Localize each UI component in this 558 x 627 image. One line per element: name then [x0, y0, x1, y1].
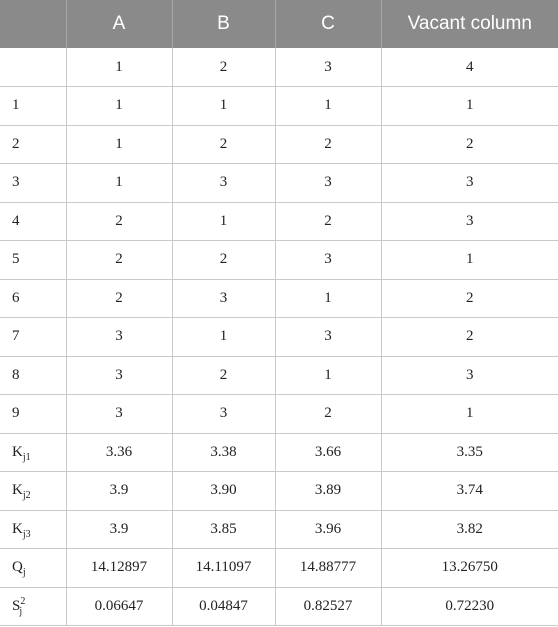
table-row	[0, 202, 558, 241]
table-cell: 2	[172, 125, 275, 164]
table-cell: 3	[66, 395, 172, 434]
table-row	[0, 279, 558, 318]
stat-value-cell: 13.26750	[381, 549, 558, 588]
row-label-cell: 7	[0, 318, 66, 357]
stat-value-cell: 14.88777	[275, 549, 381, 588]
table-cell: 3	[381, 356, 558, 395]
stat-label-subscript: j1	[22, 451, 31, 463]
table-cell: 3	[381, 202, 558, 241]
stat-row	[0, 587, 558, 626]
table-row	[0, 164, 558, 203]
table-row	[0, 241, 558, 280]
table-cell: 3	[172, 164, 275, 203]
table-cell: 1	[66, 48, 172, 87]
stat-row	[0, 549, 558, 588]
stat-value-cell: 3.38	[172, 433, 275, 472]
row-label-cell: 3	[0, 164, 66, 203]
table-cell: 2	[275, 202, 381, 241]
stat-label-subscript: j2	[22, 490, 31, 502]
table-cell: 1	[275, 87, 381, 126]
stat-label-superscript: 2	[20, 595, 26, 607]
stat-row	[0, 472, 558, 511]
stat-value-cell: 3.90	[172, 472, 275, 511]
table-cell: 1	[66, 87, 172, 126]
stat-label-cell	[0, 510, 66, 549]
row-label-cell: 8	[0, 356, 66, 395]
table-cell: 1	[381, 395, 558, 434]
table-row	[0, 87, 558, 126]
table-cell: 2	[66, 202, 172, 241]
table-cell: 2	[172, 48, 275, 87]
table-cell: 1	[66, 164, 172, 203]
table-cell: 1	[381, 87, 558, 126]
table-row	[0, 395, 558, 434]
table-cell: 3	[275, 241, 381, 280]
stat-row	[0, 433, 558, 472]
stat-value-cell: 0.06647	[66, 587, 172, 626]
table-cell: 2	[381, 318, 558, 357]
table-cell: 1	[172, 87, 275, 126]
stat-value-cell: 14.12897	[66, 549, 172, 588]
table-cell: 2	[275, 125, 381, 164]
table-cell: 3	[66, 318, 172, 357]
table-cell: 1	[275, 356, 381, 395]
table-cell: 3	[66, 356, 172, 395]
stat-label-base: K	[12, 520, 23, 537]
table-row	[0, 356, 558, 395]
stat-value-cell: 3.82	[381, 510, 558, 549]
stat-value-cell: 0.04847	[172, 587, 275, 626]
row-label-cell: 6	[0, 279, 66, 318]
header-factor-c: C	[275, 0, 381, 48]
stat-value-cell: 3.85	[172, 510, 275, 549]
table-cell: 2	[66, 279, 172, 318]
stat-value-cell: 3.9	[66, 472, 172, 511]
table-cell: 1	[275, 279, 381, 318]
table-cell: 1	[66, 125, 172, 164]
stat-value-cell: 14.11097	[172, 549, 275, 588]
header-corner	[0, 0, 66, 48]
stat-row	[0, 510, 558, 549]
stat-label-subscript: j	[19, 605, 23, 617]
stat-value-cell: 3.96	[275, 510, 381, 549]
table-cell: 2	[275, 395, 381, 434]
column-index-row	[0, 48, 558, 87]
stat-label-base: Q	[12, 559, 23, 576]
header-factor-a: A	[66, 0, 172, 48]
row-label-cell	[0, 48, 66, 87]
stat-value-cell: 3.9	[66, 510, 172, 549]
stat-value-cell: 0.82527	[275, 587, 381, 626]
header-factor-b: B	[172, 0, 275, 48]
row-label-cell: 2	[0, 125, 66, 164]
table-cell: 2	[66, 241, 172, 280]
stat-label-cell	[0, 549, 66, 588]
stat-value-cell: 3.36	[66, 433, 172, 472]
table-cell: 2	[172, 356, 275, 395]
stat-value-cell: 3.66	[275, 433, 381, 472]
stat-value-cell: 3.89	[275, 472, 381, 511]
table-row	[0, 318, 558, 357]
table-cell: 2	[381, 125, 558, 164]
stat-label-base: K	[12, 482, 23, 499]
row-label-cell: 9	[0, 395, 66, 434]
table-cell: 3	[381, 164, 558, 203]
header-vacant-column: Vacant column	[381, 0, 558, 48]
table-cell: 4	[381, 48, 558, 87]
stat-label-subscript: j3	[22, 528, 31, 540]
stat-label-cell	[0, 587, 66, 626]
table-cell: 3	[172, 279, 275, 318]
table-cell: 1	[172, 202, 275, 241]
table-cell: 2	[381, 279, 558, 318]
table-header-row	[0, 0, 558, 48]
stat-label-cell	[0, 433, 66, 472]
table-cell: 3	[172, 395, 275, 434]
table-row	[0, 125, 558, 164]
stat-value-cell: 0.72230	[381, 587, 558, 626]
table-cell: 3	[275, 48, 381, 87]
table-cell: 3	[275, 318, 381, 357]
stat-label-base: K	[12, 443, 23, 460]
row-label-cell: 4	[0, 202, 66, 241]
stat-value-cell: 3.35	[381, 433, 558, 472]
row-label-cell: 1	[0, 87, 66, 126]
stat-value-cell: 3.74	[381, 472, 558, 511]
row-label-cell: 5	[0, 241, 66, 280]
table-cell: 2	[172, 241, 275, 280]
stat-label-base: S	[12, 597, 21, 614]
table-cell: 1	[172, 318, 275, 357]
stat-label-subscript: j	[22, 567, 26, 579]
table-cell: 3	[275, 164, 381, 203]
table-cell: 1	[381, 241, 558, 280]
stat-label-cell	[0, 472, 66, 511]
